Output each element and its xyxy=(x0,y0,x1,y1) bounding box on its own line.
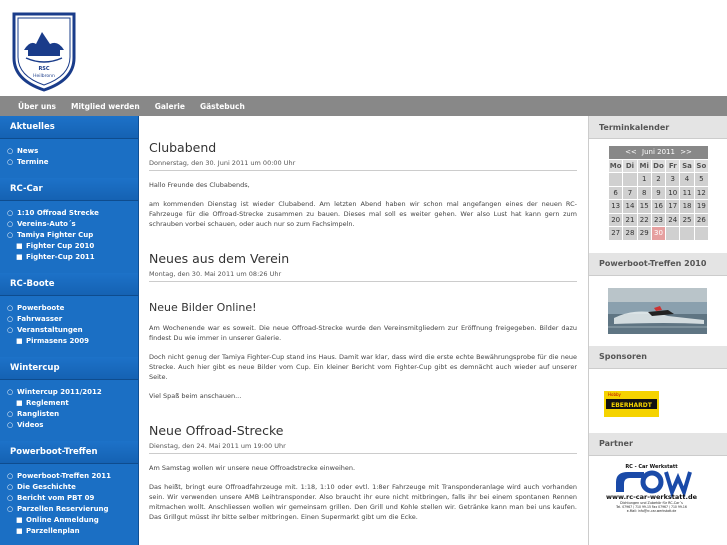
sidebar-item-termine[interactable] xyxy=(7,157,138,168)
calendar-day[interactable]: 25 xyxy=(680,213,694,227)
sidebar-item-label: News xyxy=(17,147,39,155)
calendar-week xyxy=(609,227,709,241)
sidebar-item-label: Fahrwasser xyxy=(17,315,63,323)
calendar-day-names xyxy=(609,159,709,173)
partner-logo[interactable] xyxy=(602,462,701,514)
circle-bullet-icon: ○ xyxy=(7,410,14,418)
sidebar-item-veranstaltungen[interactable] xyxy=(7,325,138,336)
partner-logo-icon xyxy=(602,462,701,514)
sidebar-item-label: Online Anmeldung xyxy=(26,516,99,524)
circle-bullet-icon: ○ xyxy=(7,388,14,396)
sidebar-item-label: Powerboot-Treffen 2011 xyxy=(17,472,111,480)
calendar-day[interactable]: 29 xyxy=(637,227,651,241)
sponsor-logo[interactable] xyxy=(602,381,661,421)
sidebar-item-powerboot-treffen-2011[interactable] xyxy=(7,471,138,482)
site-header xyxy=(0,0,727,96)
sidebar-heading-wintercup: Wintercup xyxy=(0,357,138,380)
circle-bullet-icon: ○ xyxy=(7,147,14,155)
sidebar-list-aktuelles xyxy=(0,139,138,178)
calendar-day[interactable]: 14 xyxy=(623,200,637,214)
sidebar-item-label: Die Geschichte xyxy=(17,483,76,491)
sidebar-item-fighter-cup-2010[interactable] xyxy=(7,241,138,252)
circle-bullet-icon: ○ xyxy=(7,494,14,502)
sidebar-item-reglement[interactable] xyxy=(7,398,138,409)
circle-bullet-icon: ○ xyxy=(7,421,14,429)
news-post xyxy=(149,140,577,229)
sponsoren-heading: Sponsoren xyxy=(589,346,727,369)
circle-bullet-icon: ○ xyxy=(7,304,14,312)
nav-item-mitglied-werden[interactable]: Mitglied werden xyxy=(71,101,140,111)
sidebar-item-news[interactable] xyxy=(7,146,138,157)
calendar-month-label: Juni 2011 xyxy=(642,148,675,157)
sidebar-item-powerboote[interactable] xyxy=(7,303,138,314)
sidebar-item-label: Tamiya Fighter Cup xyxy=(17,231,94,239)
calendar-day[interactable]: 22 xyxy=(637,213,651,227)
post-subtitle: Neue Bilder Online! xyxy=(149,301,257,314)
calendar-next-button[interactable]: >> xyxy=(680,148,692,157)
calendar-day[interactable]: 4 xyxy=(680,173,694,187)
calendar-day[interactable]: 16 xyxy=(651,200,665,214)
post-paragraph: Doch nicht genug der Tamiya Fighter-Cup stand ins Haus. Damit war klar, dass wird die erste echte Bewährungsprobe für die neue Strecke. Auch hier gibt es neue Bilder vom Cup. Ein kleiner Bericht vom Fighter-Cup gibt es demnächt auch wieder auf unserer Seite. xyxy=(149,353,577,381)
post-date: Montag, den 30. Mai 2011 um 08:26 Uhr xyxy=(149,270,577,282)
sidebar-item-label: Parzellenplan xyxy=(26,527,80,535)
calendar-day[interactable]: 9 xyxy=(651,186,665,200)
square-bullet-icon: ■ xyxy=(16,527,23,535)
calendar-prev-button[interactable]: << xyxy=(625,148,637,157)
sidebar-item-label: 1:10 Offroad Strecke xyxy=(17,209,99,217)
calendar-day[interactable]: 7 xyxy=(623,186,637,200)
sidebar-item-label: Termine xyxy=(17,158,49,166)
post-paragraph: am kommenden Dienstag ist wieder Clubabend. Am letzten Abend haben wir schon mal angefangen eines der neuen RC-Fahrzeuge für die Offroad-Strecke zusammen zu bauen. Dieses mal soll es weiter gehen. Wer also Lust hat kann gern zum schrauben vorbei schauen, oder auch nur so zum Fachsimpeln. xyxy=(149,200,577,228)
circle-bullet-icon: ○ xyxy=(7,326,14,334)
sidebar-heading-aktuelles: Aktuelles xyxy=(0,116,138,139)
sidebar-heading-powerboot-treffen: Powerboot-Treffen xyxy=(0,441,138,464)
sponsor-logo-text: EBERHARDT xyxy=(611,401,652,409)
left-sidebar xyxy=(0,116,139,545)
sidebar-item-ranglisten[interactable] xyxy=(7,409,138,420)
calendar-days xyxy=(609,173,709,241)
calendar-dayname: Mi xyxy=(637,159,651,173)
sidebar-list-powerboot-treffen xyxy=(0,464,138,545)
post-paragraph: Am Wochenende war es soweit. Die neue Offroad-Strecke wurde den Vereinsmitgliedern zur Eröffnung freigegeben. Bilder dazu findest Du wie immer in unserer Galerie. xyxy=(149,324,577,342)
sidebar-item-label: Wintercup 2011/2012 xyxy=(17,388,102,396)
sponsor-logo-icon xyxy=(602,381,661,421)
circle-bullet-icon: ○ xyxy=(7,231,14,239)
calendar-day[interactable]: 17 xyxy=(666,200,680,214)
calendar-day[interactable]: 10 xyxy=(666,186,680,200)
partner-logo-line1: Dichtungen und Zubehör für RC-Car´s xyxy=(620,500,683,505)
calendar-empty-cell xyxy=(694,227,708,241)
square-bullet-icon: ■ xyxy=(16,337,23,345)
sidebar-item-die-geschichte[interactable] xyxy=(7,482,138,493)
calendar-day[interactable]: 11 xyxy=(680,186,694,200)
post-date: Donnerstag, den 30. Juni 2011 um 00:00 Uhr xyxy=(149,159,577,171)
calendar-dayname: So xyxy=(694,159,708,173)
calendar-dayname: Do xyxy=(651,159,665,173)
event-calendar xyxy=(608,145,709,241)
calendar-week xyxy=(609,173,709,187)
sidebar-item-label: Veranstaltungen xyxy=(17,326,83,334)
main-content xyxy=(149,116,577,545)
sidebar-list-rc-boote xyxy=(0,296,138,357)
post-date: Dienstag, den 24. Mai 2011 um 19:00 Uhr xyxy=(149,442,577,454)
calendar-week xyxy=(609,200,709,214)
powerboat-photo[interactable] xyxy=(608,288,707,334)
sidebar-item-1-10-offroad-strecke[interactable] xyxy=(7,208,138,219)
sidebar-item-label: Powerboote xyxy=(17,304,65,312)
partner-logo-top: RC - Car Werkstatt xyxy=(625,463,678,470)
sidebar-item-label: Ranglisten xyxy=(17,410,60,418)
square-bullet-icon: ■ xyxy=(16,242,23,250)
square-bullet-icon: ■ xyxy=(16,253,23,261)
sidebar-heading-rc-car: RC-Car xyxy=(0,178,138,201)
calendar-day[interactable]: 18 xyxy=(680,200,694,214)
calendar-dayname: Mo xyxy=(609,159,623,173)
post-paragraph: Am Samstag wollen wir unsere neue Offroadstrecke einweihen. xyxy=(149,464,356,472)
partner-logo-line3: e-Mail: info@rc-car-werkstatt.de xyxy=(626,508,677,513)
club-emblem-icon xyxy=(10,10,78,92)
top-navigation xyxy=(0,96,727,116)
partner-heading: Partner xyxy=(589,433,727,456)
calendar-dayname: Sa xyxy=(680,159,694,173)
club-logo[interactable] xyxy=(10,10,78,92)
post-paragraph: Hallo Freunde des Clubabends, xyxy=(149,181,250,189)
calendar-day[interactable]: 2 xyxy=(651,173,665,187)
sidebar-item-videos[interactable] xyxy=(7,420,138,431)
partner-logo-line2: Tel. 07967 / 710 99-15 Fax 07967 / 710 99-16 xyxy=(616,504,687,509)
calendar-day[interactable]: 6 xyxy=(609,186,623,200)
calendar-empty-cell xyxy=(609,173,623,187)
circle-bullet-icon: ○ xyxy=(7,483,14,491)
circle-bullet-icon: ○ xyxy=(7,315,14,323)
partner-logo-url: www.rc-car-werkstatt.de xyxy=(605,492,698,501)
sidebar-item-label: Pirmasens 2009 xyxy=(26,337,89,345)
sidebar-item-wintercup-2011-2012[interactable] xyxy=(7,387,138,398)
calendar-heading: Terminkalender xyxy=(589,116,727,139)
calendar-dayname: Di xyxy=(623,159,637,173)
calendar-day[interactable]: 21 xyxy=(623,213,637,227)
calendar-day[interactable]: 27 xyxy=(609,227,623,241)
nav-item-galerie[interactable]: Galerie xyxy=(154,101,185,111)
sidebar-item-fighter-cup-2011[interactable] xyxy=(7,252,138,263)
calendar-day[interactable]: 28 xyxy=(623,227,637,241)
sidebar-list-wintercup xyxy=(0,380,138,441)
square-bullet-icon: ■ xyxy=(16,399,23,407)
calendar-day[interactable]: 12 xyxy=(694,186,708,200)
circle-bullet-icon: ○ xyxy=(7,472,14,480)
circle-bullet-icon: ○ xyxy=(7,505,14,513)
sidebar-item-pirmasens-2009[interactable] xyxy=(7,336,138,347)
calendar-day[interactable]: 20 xyxy=(609,213,623,227)
sidebar-heading-rc-boote: RC-Boote xyxy=(0,273,138,296)
news-post xyxy=(149,251,577,401)
sponsor-logo-small: Hobby xyxy=(608,391,621,397)
post-title[interactable]: Neue Offroad-Strecke xyxy=(149,423,284,438)
logo-text-city: Heilbronn xyxy=(33,74,55,79)
calendar-day[interactable]: 13 xyxy=(609,200,623,214)
calendar-month-bar xyxy=(609,146,709,160)
sidebar-item-label: Reglement xyxy=(26,399,69,407)
nav-item-ber-uns[interactable]: Über uns xyxy=(18,101,56,111)
sidebar-item-parzellen-reservierung[interactable] xyxy=(7,504,138,515)
calendar-empty-cell xyxy=(680,227,694,241)
post-title[interactable]: Neues aus dem Verein xyxy=(149,251,290,266)
right-sidebar xyxy=(588,116,727,545)
calendar-day[interactable]: 5 xyxy=(694,173,708,187)
calendar-day[interactable]: 19 xyxy=(694,200,708,214)
sidebar-item-vereins-auto-s[interactable] xyxy=(7,219,138,230)
sidebar-item-label: Videos xyxy=(17,421,44,429)
powerboot-heading: Powerboot-Treffen 2010 xyxy=(589,253,727,276)
square-bullet-icon: ■ xyxy=(16,516,23,524)
news-post xyxy=(149,423,577,522)
sidebar-item-label: Fighter-Cup 2011 xyxy=(26,253,95,261)
sidebar-item-parzellenplan[interactable] xyxy=(7,526,138,537)
calendar-day[interactable]: 30 xyxy=(651,227,665,241)
sidebar-item-label: Fighter Cup 2010 xyxy=(26,242,95,250)
sidebar-item-fahrwasser[interactable] xyxy=(7,314,138,325)
calendar-day[interactable]: 23 xyxy=(651,213,665,227)
calendar-dayname: Fr xyxy=(666,159,680,173)
sidebar-list-rc-car xyxy=(0,201,138,273)
sidebar-item-label: Parzellen Reservierung xyxy=(17,505,109,513)
circle-bullet-icon: ○ xyxy=(7,158,14,166)
post-title[interactable]: Clubabend xyxy=(149,140,217,155)
calendar-day[interactable]: 26 xyxy=(694,213,708,227)
sidebar-item-tamiya-fighter-cup[interactable] xyxy=(7,230,138,241)
nav-item-g-stebuch[interactable]: Gästebuch xyxy=(199,101,245,111)
circle-bullet-icon: ○ xyxy=(7,209,14,217)
post-paragraph: Viel Spaß beim anschauen... xyxy=(149,392,242,400)
calendar-day[interactable]: 8 xyxy=(637,186,651,200)
calendar-day[interactable]: 24 xyxy=(666,213,680,227)
sidebar-item-online-anmeldung[interactable] xyxy=(7,515,138,526)
powerboat-photo-icon xyxy=(608,288,707,334)
sidebar-item-bericht-vom-pbt-09[interactable] xyxy=(7,493,138,504)
calendar-day[interactable]: 3 xyxy=(666,173,680,187)
circle-bullet-icon: ○ xyxy=(7,220,14,228)
sidebar-item-label: Vereins-Auto´s xyxy=(17,220,76,228)
post-paragraph: Das heißt, bringt eure Offroadfahrzeuge mit. 1:18, 1:10 oder evtl. 1:8er Fahrzeuge mit Transponderanlage wird auch vorhanden sein. Wir verwenden unsere AMB Leihtransponder. Also braucht ihr eure nicht mitbringen, falls ihr bei einem spontanen Rennen mitmachen wollt. Anschliessen wollen wir gemeinsam grillen. Den Grill und Kohle stellen wir. Getränke kann man bei uns kaufen. Das Grillgut müsst ihr bitte selber mitbringen. Einen Supermarkt gibt um die Ecke. xyxy=(149,483,577,521)
calendar-empty-cell xyxy=(666,227,680,241)
logo-text-rsc: RSC xyxy=(38,66,50,72)
calendar-week xyxy=(609,213,709,227)
calendar-day[interactable]: 1 xyxy=(637,173,651,187)
calendar-week xyxy=(609,186,709,200)
sidebar-item-label: Bericht vom PBT 09 xyxy=(17,494,95,502)
calendar-day[interactable]: 15 xyxy=(637,200,651,214)
calendar-empty-cell xyxy=(623,173,637,187)
